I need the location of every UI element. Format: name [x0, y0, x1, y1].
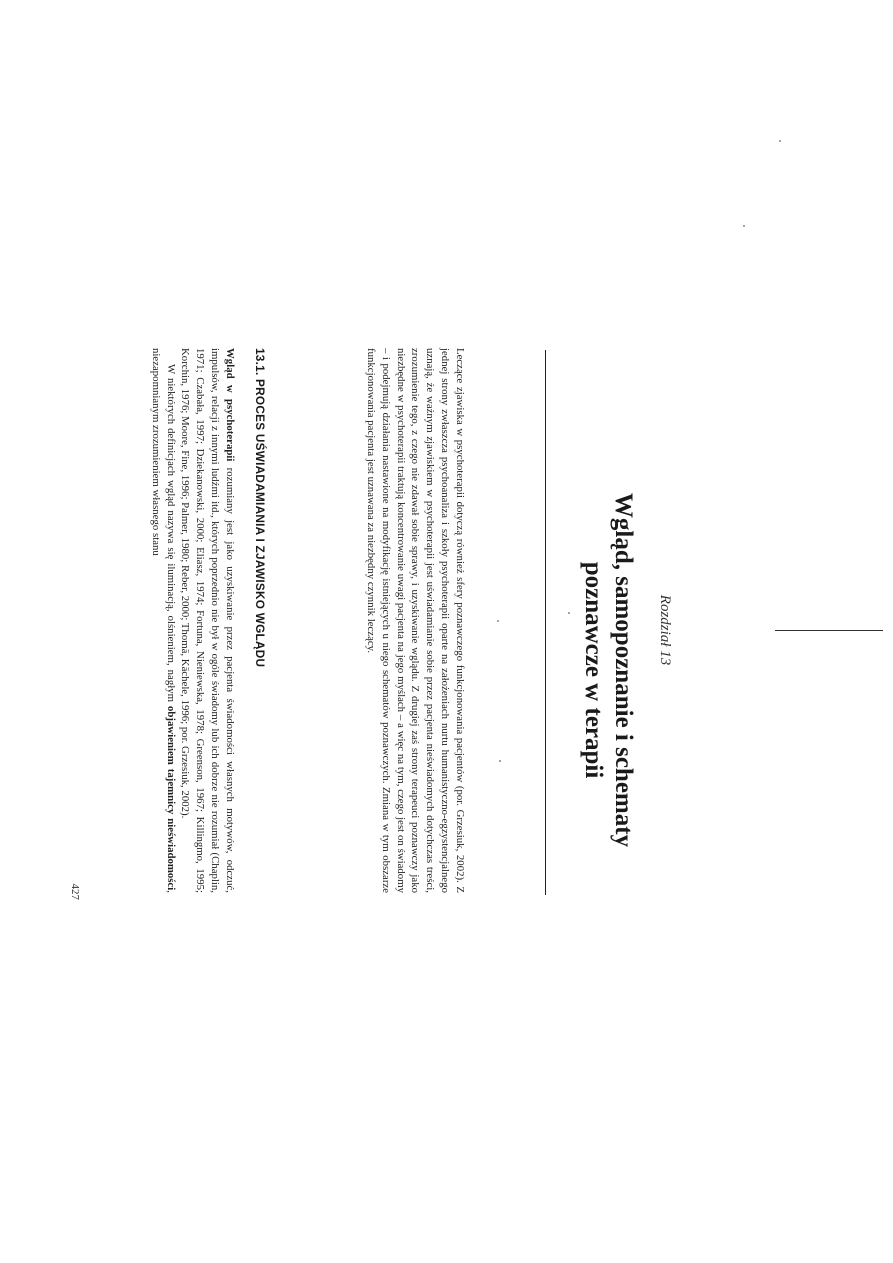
- scan-speck: [498, 620, 500, 622]
- page-number: 427: [69, 883, 81, 900]
- title-divider: [545, 350, 546, 895]
- scan-speck: [500, 760, 502, 762]
- bold-term: objawieniem tajemnicy nieświadomości: [164, 706, 177, 891]
- paragraph-text: W niektórych definicjach wgląd nazywa się iluminacją, olśnieniem, nagłym: [164, 364, 177, 706]
- scan-speck: [780, 140, 782, 142]
- intro-paragraph: Leczące zjawiska w psychoterapii dotyczą również sfery poznawczego funkcjonowania pacjentów (por. Grzesiuk, 2002). Z jednej strony zwłaszcza psychoanaliza i szkoły psychoterapii oparte na założeniach nurtu humanistyczno-egzystencjalnego uznają, że ważnym zjawiskiem w psychoterapii jest uświadamianie sobie przez pacjenta nieświadomych dotychczas treści, zrozumienie tego, z czego nie zdawał sobie sprawy, i uzyskiwanie wglądu. Z drugiej zaś strony terapeuci poznawczy jako niezbędne w psychoterapii traktują koncentrowanie uwagi pacjenta na jego myślach – a więc na tym, czego jest on świadomy – i podejmują działania nastawione na modyfikację istniejących u niego schematów poznawczych. Zmiana w tym obszarze funkcjonowania pacjenta jest uznawana za niezbędny czynnik leczący.: [364, 348, 466, 893]
- section-heading: 13.1. PROCES UŚWIADAMIANIA I ZJAWISKO WGLĄDU: [253, 348, 267, 668]
- scan-speck: [744, 225, 746, 227]
- chapter-title: Wgląd, samopoznanie i schematy poznawcze w terapii: [580, 492, 637, 848]
- chapter-label: Rozdział 13: [657, 594, 673, 666]
- section-body: [148, 348, 237, 893]
- scan-speck: [569, 612, 571, 614]
- bold-term: Wgląd w psychoterapii: [224, 348, 236, 462]
- paragraph-insight-illumination: [148, 348, 178, 893]
- paragraph-insight-definition: [178, 348, 237, 893]
- paragraph-text: rozumiany jest jako uzyskiwanie przez pacjenta świadomości własnych motywów, odczuć, impulsów, relacji z innymi ludźmi itd., których poprzednio nie był w ogóle świadomy lub ich dobrze nie rozumiał (Chaplin, 1971; Czabała, 1997; Dziekanowski, 2000; Eliasz, 1974; Fortuna, Nieniewska, 1978; Greenson, 1967; Killingmo, 1995; Korchin, 1976; Moore, Fine, 1996; Palmer, 1980; Reber, 2000; Thomä, Kächele, 1996; por. Grzesiuk, 2002).: [179, 348, 236, 893]
- margin-rule: [775, 630, 883, 631]
- paragraph-text: , niezapomnianym zrozumieniem własnego stanu: [149, 348, 177, 893]
